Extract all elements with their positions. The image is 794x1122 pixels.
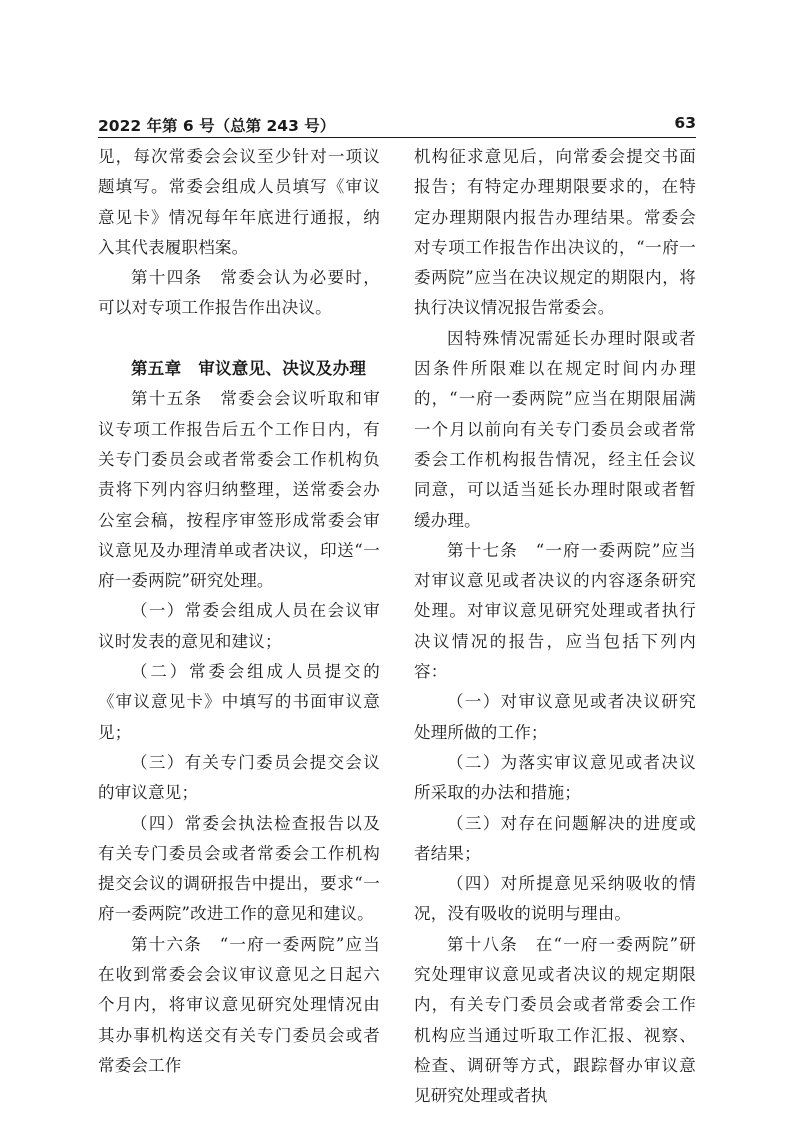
list-item: （三）对存在问题解决的进度或者结果； <box>414 813 696 863</box>
list-item: （四）常委会执法检查报告以及有关专门委员会或者常委会工作机构提交会议的调研报告中提出，要求“一府一委两院”改进工作的意见和建议。 <box>98 813 380 924</box>
list-item: （四）对所提意见采纳吸收的情况，没有吸收的说明与理由。 <box>414 874 696 924</box>
issue-label: 2022 年第 6 号（总第 243 号） <box>98 117 336 135</box>
paragraph: 因特殊情况需延长办理时限或者因条件所限难以在规定时间内办理的，“一府一委两院”应当在期限届满一个月以前向有关专门委员会或者常委会工作机构报告情况，经主任会议同意，可以适当延长办理时限或者暂缓办理。 <box>414 328 696 530</box>
paragraph: 机构征求意见后，向常委会提交书面报告；有特定办理期限要求的，在特定办理期限内报告办理结果。常委会对专项工作报告作出决议的，“一府一委两院”应当在决议规定的期限内，将执行决议情况报告常委会。 <box>414 147 696 318</box>
list-item: （二）为落实审议意见或者决议所采取的办法和措施； <box>414 752 696 803</box>
article-16: 第十六条 “一府一委两院”应当在收到常委会会议审议意见之日起六个月内，将审议意见研究处理情况由其办事机构送交有关专门委员会或者常委会工作 <box>98 934 380 1075</box>
list-item: （二）常委会组成人员提交的《审议意见卡》中填写的书面审议意见； <box>98 662 380 742</box>
section-spacer <box>98 324 380 354</box>
page-number: 63 <box>674 114 696 132</box>
header-rule <box>98 137 696 138</box>
page-header <box>98 114 696 136</box>
article-14: 第十四条 常委会认为必要时，可以对专项工作报告作出决议。 <box>98 268 380 318</box>
list-item: （三）有关专门委员会提交会议的审议意见； <box>98 752 380 803</box>
right-column <box>414 142 696 1112</box>
list-item: （一）常委会组成人员在会议审议时发表的意见和建议； <box>98 601 380 651</box>
chapter-heading: 第五章 审议意见、决议及办理 <box>131 359 367 379</box>
list-item: （一）对审议意见或者决议研究处理所做的工作； <box>414 692 696 742</box>
paragraph: 见，每次常委会会议至少针对一项议题填写。常委会组成人员填写《审议意见卡》情况每年年底进行通报，纳入其代表履职档案。 <box>98 147 380 257</box>
left-column <box>98 142 380 1081</box>
article-17: 第十七条 “一府一委两院”应当对审议意见或者决议的内容逐条研究处理。对审议意见研究处理或者执行决议情况的报告，应当包括下列内容： <box>414 540 696 682</box>
article-18: 第十八条 在“一府一委两院”研究处理审议意见或者决议的规定期限内，有关专门委员会或者常委会工作机构应当通过听取工作汇报、视察、检查、调研等方式，跟踪督办审议意见研究处理或者执 <box>414 934 696 1106</box>
article-15: 第十五条 常委会会议听取和审议专项工作报告后五个工作日内，有关专门委员会或者常委会工作机构负责将下列内容归纳整理，送常委会办公室会稿，按程序审签形成常委会审议意见及办理清单或者决议，印送“一府一委两院”研究处理。 <box>98 389 380 591</box>
